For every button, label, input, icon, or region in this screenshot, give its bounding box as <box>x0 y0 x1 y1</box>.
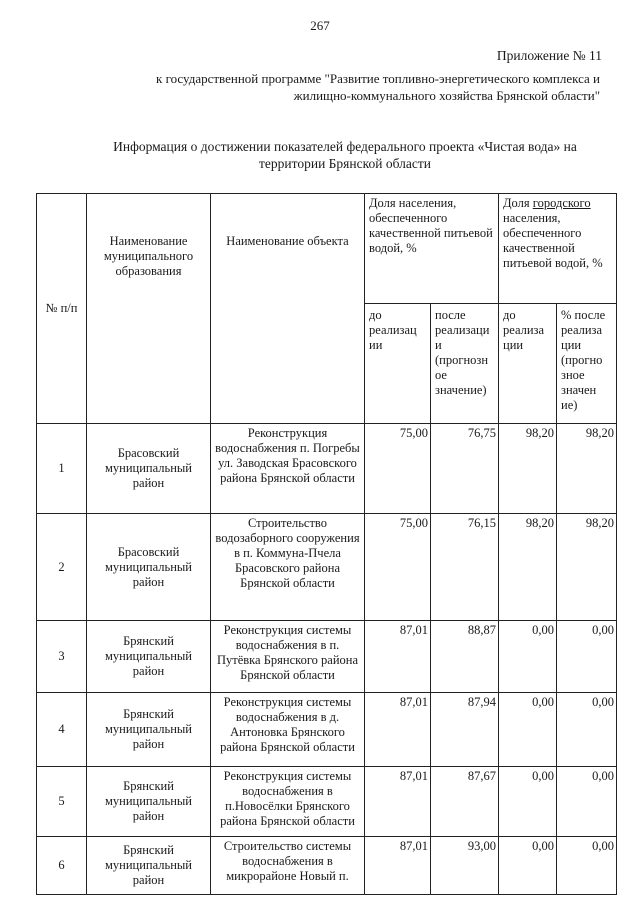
appendix-label: Приложение № 11 <box>496 48 602 63</box>
header-city-before: до реализа ции <box>499 304 557 424</box>
header-number: № п/п <box>37 194 87 424</box>
row-city-before: 0,00 <box>499 693 557 767</box>
row-pop-after: 87,94 <box>431 693 499 767</box>
row-pop-before: 87,01 <box>365 621 431 693</box>
row-pop-before: 75,00 <box>365 514 431 621</box>
header-urban-prefix: Доля <box>503 196 533 210</box>
row-pop-before: 87,01 <box>365 693 431 767</box>
row-pop-after: 76,75 <box>431 424 499 514</box>
indicators-table <box>36 193 617 895</box>
header-urban-suffix: населения, обеспеченного качественной питьевой водой, % <box>503 211 603 270</box>
row-pop-after: 93,00 <box>431 837 499 895</box>
row-municipality: Брянский муниципальный район <box>87 837 211 895</box>
row-city-before: 0,00 <box>499 621 557 693</box>
row-number: 6 <box>37 837 87 895</box>
appendix-description: к государственной программе "Развитие топливно-энергетического комплекса и жилищно-коммунального хозяйства Брянской области" <box>156 71 600 103</box>
header-urban-population-share <box>499 194 617 304</box>
row-number: 5 <box>37 767 87 837</box>
row-number: 3 <box>37 621 87 693</box>
row-object: Строительство водозаборного сооружения в п. Коммуна-Пчела Брасовского района Брянской области <box>211 514 365 621</box>
row-city-after: 0,00 <box>557 837 617 895</box>
row-municipality: Брасовский муниципальный район <box>87 424 211 514</box>
table-row <box>37 424 617 514</box>
row-object: Реконструкция водоснабжения п. Погребы ул. Заводская Брасовского района Брянской области <box>211 424 365 514</box>
header-pop-after: после реализаци и (прогнозн ое значение) <box>431 304 499 424</box>
row-object: Реконструкция системы водоснабжения в п.Новосёлки Брянского района Брянской области <box>211 767 365 837</box>
row-number: 2 <box>37 514 87 621</box>
row-city-before: 0,00 <box>499 837 557 895</box>
table-row <box>37 693 617 767</box>
row-city-after: 98,20 <box>557 424 617 514</box>
row-municipality: Брянский муниципальный район <box>87 621 211 693</box>
page-number: 267 <box>310 18 330 33</box>
row-city-after: 98,20 <box>557 514 617 621</box>
table-row <box>37 767 617 837</box>
header-municipality: Наименование муниципального образования <box>87 194 211 424</box>
row-pop-before: 87,01 <box>365 767 431 837</box>
row-number: 4 <box>37 693 87 767</box>
row-municipality: Брасовский муниципальный район <box>87 514 211 621</box>
row-number: 1 <box>37 424 87 514</box>
row-city-after: 0,00 <box>557 621 617 693</box>
table-row <box>37 621 617 693</box>
row-pop-before: 75,00 <box>365 424 431 514</box>
row-city-before: 98,20 <box>499 424 557 514</box>
row-pop-before: 87,01 <box>365 837 431 895</box>
table-header-row <box>37 194 617 304</box>
row-object: Реконструкция системы водоснабжения в д. Антоновка Брянского района Брянской области <box>211 693 365 767</box>
row-city-after: 0,00 <box>557 693 617 767</box>
row-city-before: 98,20 <box>499 514 557 621</box>
table-row <box>37 514 617 621</box>
table-row <box>37 837 617 895</box>
row-pop-after: 76,15 <box>431 514 499 621</box>
header-urban-underlined: городского <box>532 196 591 210</box>
header-population-share: Доля населения, обеспеченного качественной питьевой водой, % <box>365 194 499 304</box>
header-city-after: % после реализа ции (прогно зное значен ие) <box>557 304 617 424</box>
row-municipality: Брянский муниципальный район <box>87 693 211 767</box>
row-object: Реконструкция системы водоснабжения в п. Путёвка Брянского района Брянской области <box>211 621 365 693</box>
header-object: Наименование объекта <box>211 194 365 424</box>
row-pop-after: 87,67 <box>431 767 499 837</box>
header-pop-before: до реализац ии <box>365 304 431 424</box>
row-municipality: Брянский муниципальный район <box>87 767 211 837</box>
document-title: Информация о достижении показателей федерального проекта «Чистая вода» на территории Брянской области <box>113 139 577 171</box>
row-city-before: 0,00 <box>499 767 557 837</box>
row-object: Строительство системы водоснабжения в микрорайоне Новый п. <box>211 837 365 895</box>
row-city-after: 0,00 <box>557 767 617 837</box>
row-pop-after: 88,87 <box>431 621 499 693</box>
